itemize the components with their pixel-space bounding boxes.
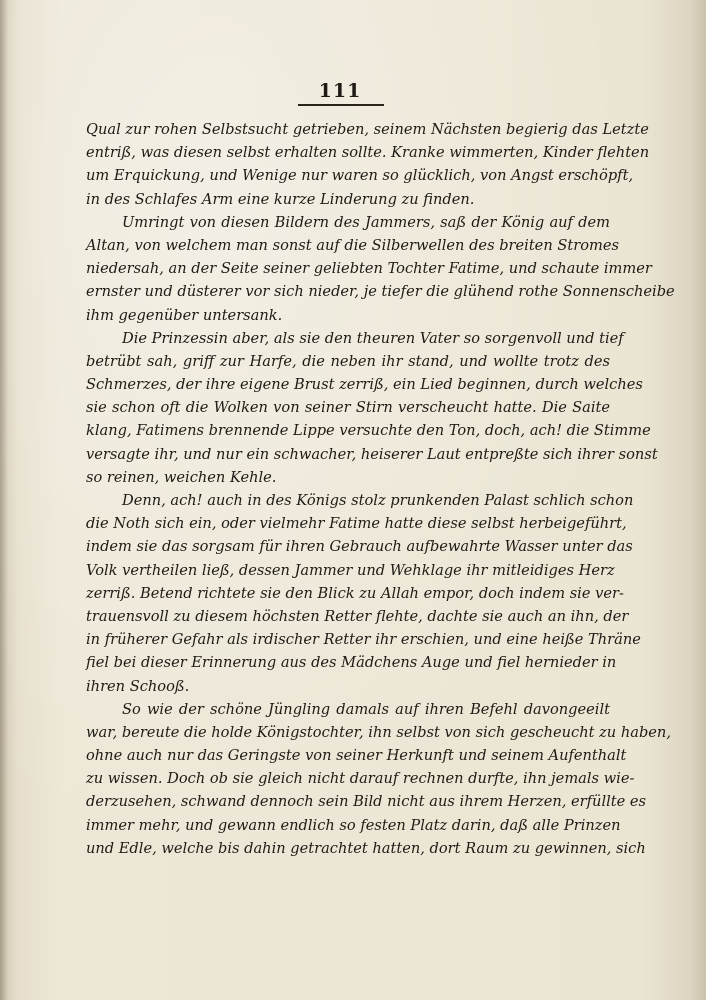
text-line: sie schon oft die Wolken von seiner Stirn verscheucht hatte. Die Saite bbox=[86, 399, 610, 417]
text-line: zu wissen. Doch ob sie gleich nicht darauf rechnen durfte, ihn jemals wie- bbox=[86, 770, 635, 788]
text-line: ernster und düsterer vor sich nieder, je tiefer die glühend rothe Sonnenscheibe bbox=[86, 283, 675, 301]
text-line: Die Prinzessin aber, als sie den theuren Vater so sorgenvoll und tief bbox=[122, 329, 624, 347]
text-line: niedersah, an der Seite seiner geliebten Tochter Fatime, und schaute immer bbox=[86, 260, 652, 278]
text-line: So wie der schöne Jüngling damals auf ihren Befehl davongeeilt bbox=[122, 700, 610, 718]
text-line: Denn, ach! auch in des Königs stolz prunkenden Palast schlich schon bbox=[122, 492, 634, 509]
binding-shadow bbox=[0, 0, 8, 1000]
paragraph bbox=[86, 489, 641, 698]
text-line: versagte ihr, und nur ein schwacher, heiserer Laut entpreßte sich ihrer sonst bbox=[86, 445, 658, 463]
text-line: Schmerzes, der ihre eigene Brust zerriß, ein Lied beginnen, durch welches bbox=[86, 376, 643, 394]
text-line: betrübt sah, griff zur Harfe, die neben ihr stand, und wollte trotz des bbox=[86, 352, 610, 370]
text-line: und Edle, welche bis dahin getrachtet hatten, dort Raum zu gewinnen, sich bbox=[86, 839, 646, 857]
text-line: Umringt von diesen Bildern des Jammers, saß der König auf dem bbox=[122, 213, 610, 231]
page-number-rule bbox=[298, 104, 384, 106]
text-line: indem sie das sorgsam für ihren Gebrauch aufbewahrte Wasser unter das bbox=[86, 538, 633, 556]
paragraph bbox=[86, 211, 675, 327]
body-text bbox=[86, 118, 675, 860]
text-line: klang, Fatimens brennende Lippe versuchte den Ton, doch, ach! die Stimme bbox=[86, 422, 651, 440]
text-line: die Noth sich ein, oder vielmehr Fatime hatte diese selbst herbeigeführt, bbox=[86, 515, 627, 533]
text-line: immer mehr, und gewann endlich so festen Platz darin, daß alle Prinzen bbox=[86, 816, 621, 834]
text-line: ihm gegenüber untersank. bbox=[86, 306, 283, 324]
text-line: zerriß. Betend richtete sie den Blick zu Allah empor, doch indem sie ver- bbox=[86, 584, 624, 602]
text-line: Qual zur rohen Selbstsucht getrieben, seinem Nächsten begierig das Letzte bbox=[86, 121, 649, 138]
text-line: ihren Schooß. bbox=[86, 677, 190, 695]
paragraph bbox=[86, 698, 671, 860]
text-line: in des Schlafes Arm eine kurze Linderung zu finden. bbox=[86, 190, 475, 208]
text-line: derzusehen, schwand dennoch sein Bild nicht aus ihrem Herzen, erfüllte es bbox=[86, 793, 647, 811]
paragraph bbox=[86, 327, 658, 489]
text-line: in früherer Gefahr als irdischer Retter ihr erschien, und eine heiße Thräne bbox=[86, 631, 641, 649]
page-number: 111 bbox=[318, 80, 362, 102]
text-line: so reinen, weichen Kehle. bbox=[86, 468, 277, 486]
text-line: entriß, was diesen selbst erhalten sollte. Kranke wimmerten, Kinder flehten bbox=[86, 144, 650, 162]
text-line: Volk vertheilen ließ, dessen Jammer und Wehklage ihr mitleidiges Herz bbox=[86, 561, 615, 579]
text-line: trauensvoll zu diesem höchsten Retter flehte, dachte sie auch an ihn, der bbox=[86, 607, 629, 625]
paragraph bbox=[86, 118, 650, 211]
text-line: war, bereute die holde Königstochter, ihn selbst von sich gescheucht zu haben, bbox=[86, 723, 671, 741]
text-line: Altan, von welchem man sonst auf die Silberwellen des breiten Stromes bbox=[86, 236, 619, 254]
text-line: um Erquickung, und Wenige nur waren so glücklich, von Angst erschöpft, bbox=[86, 167, 634, 185]
text-line: fiel bei dieser Erinnerung aus des Mädchens Auge und fiel hernieder in bbox=[86, 654, 617, 672]
text-line: ohne auch nur das Geringste von seiner Herkunft und seinem Aufenthalt bbox=[86, 747, 627, 765]
